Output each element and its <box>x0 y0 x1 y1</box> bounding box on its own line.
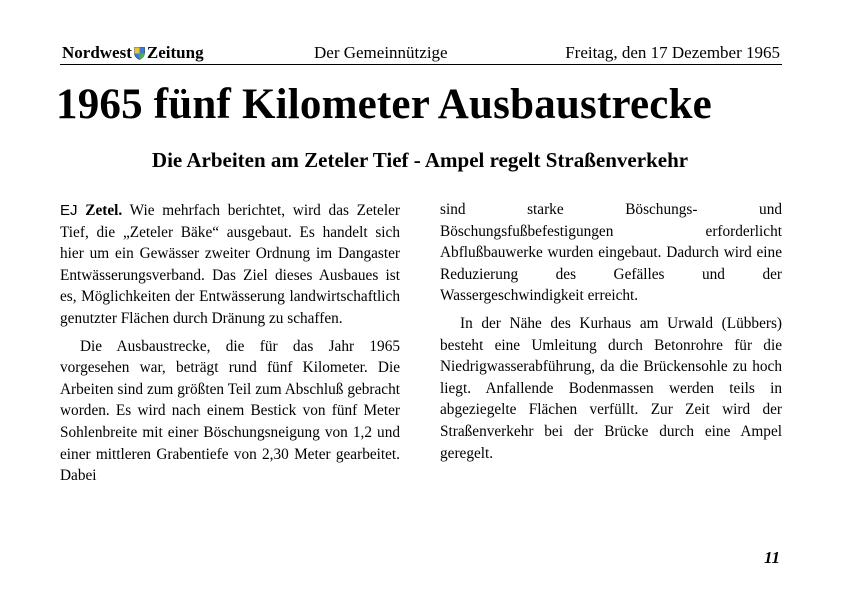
article-headline: 1965 fünf Kilometer Ausbaustrecke <box>56 81 712 128</box>
paragraph-1-text: Wie mehrfach berichtet, wird das Zeteler Tief, die „Zeteler Bäke“ ausgebaut. Es handelt sich hier um ein Gewässer zweiter Ordnung im Dangaster Entwässerungsverband. Das Ziel dieses Ausbaues ist es, Möglichkeiten der Entwässerung landwirtschaftlich genutzter Flächen durch Dränung zu schaffen. <box>60 202 400 327</box>
paragraph-4: In der Nähe des Kurhaus am Urwald (Lübbers) besteht eine Umleitung durch Betonrohre für die Niedrigwasserabführung, da die Brückensohle zu hoch liegt. Anfallende Bodenmassen werden teils in abgeziegelte Flächen verfüllt. Zur Zeit wird der Straßenverkehr bei der Brücke durch eine Ampel geregelt. <box>440 314 782 462</box>
page-number: 11 <box>764 548 781 567</box>
paragraph-3: sind starke Böschungs- und Böschungsfußbefestigungen erforderlicht Abflußbauwerke wurden eingebaut. Dadurch wird eine Reduzierung des Gefälles und der Wassergeschwindigkeit erreicht. <box>440 201 782 305</box>
newspaper-name <box>62 43 204 63</box>
newspaper-name-right: Zeitung <box>146 43 204 62</box>
coat-of-arms-icon <box>134 47 145 60</box>
dateline: Zetel. <box>85 202 123 219</box>
paragraph-1 <box>60 200 400 330</box>
page-header <box>60 42 782 65</box>
paragraph-2: Die Ausbaustrecke, die für das Jahr 1965 vorgesehen war, beträgt rund fünf Kilometer. Die Arbeiten sind zum größten Teil zum Abschluß gebracht worden. Es wird nach einem Bestick von fünf Meter Sohlenbreite mit einer Böschungsneigung von 1,2 und einer mittleren Grabentiefe von 2,30 Meter gearbeitet. Dabei <box>60 337 400 485</box>
article-column-1 <box>60 200 400 493</box>
author-initials: EJ <box>60 202 78 219</box>
issue-date: Freitag, den 17 Dezember 1965 <box>565 43 780 62</box>
newspaper-name-left: Nordwest <box>62 43 132 62</box>
article-subheadline: Die Arbeiten am Zeteler Tief - Ampel regelt Straßenverkehr <box>151 148 689 172</box>
article-column-2 <box>440 199 782 470</box>
supplement-title: Der Gemeinnützige <box>314 43 448 62</box>
